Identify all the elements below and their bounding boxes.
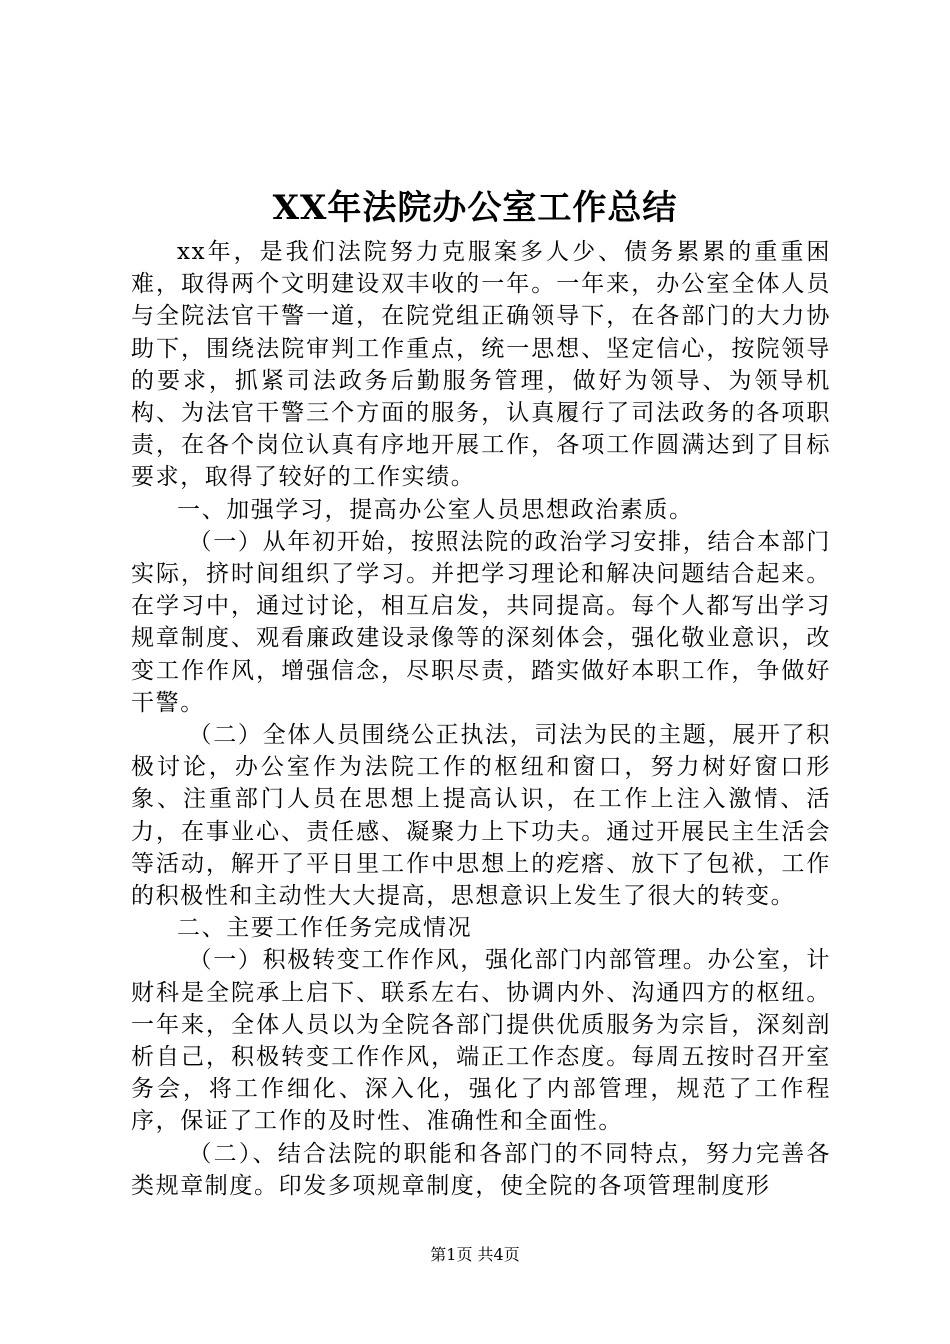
- document-body: [131, 236, 831, 1202]
- paragraph-intro: xx年，是我们法院努力克服案多人少、债务累累的重重困难，取得两个文明建设双丰收的一年。一年来，办公室全体人员与全院法官干警一道，在院党组正确领导下，在各部门的大力协助下，围绕法院审判工作重点，统一思想、坚定信心，按院领导的要求，抓紧司法政务后勤服务管理，做好为领导、为领导机构、为法官干警三个方面的服务，认真履行了司法政务的各项职责，在各个岗位认真有序地开展工作，各项工作圆满达到了目标要求，取得了较好的工作实绩。: [131, 239, 831, 491]
- paragraph-1-2: （二）全体人员围绕公正执法，司法为民的主题，展开了积极讨论，办公室作为法院工作的枢纽和窗口，努力树好窗口形象、注重部门人员在思想上提高认识，在工作上注入激情、活力，在事业心、责任感、凝聚力上下功夫。通过开展民主生活会等活动，解开了平日里工作中思想上的疙瘩、放下了包袱，工作的积极性和主动性大大提高，思想意识上发生了很大的转变。: [131, 722, 831, 910]
- document-title: XX年法院办公室工作总结: [272, 188, 678, 228]
- section-heading-2: 二、主要工作任务完成情况: [177, 915, 473, 942]
- paragraph-2-1: （一）积极转变工作作风，强化部门内部管理。办公室，计财科是全院承上启下、联系左右、协调内外、沟通四方的枢纽。一年来，全体人员以为全院各部门提供优质服务为宗旨，深刻剖析自己，积极转变工作作风，端正工作态度。每周五按时召开室务会，将工作细化、深入化，强化了内部管理，规范了工作程序，保证了工作的及时性、准确性和全面性。: [131, 947, 831, 1135]
- section-heading-1: 一、加强学习，提高办公室人员思想政治素质。: [177, 496, 694, 523]
- paragraph-1-1: （一）从年初开始，按照法院的政治学习安排，结合本部门实际，挤时间组织了学习。并把学习理论和解决问题结合起来。在学习中，通过讨论，相互启发，共同提高。每个人都写出学习规章制度、观看廉政建设录像等的深刻体会，强化敬业意识，改变工作作风，增强信念，尽职尽责，踏实做好本职工作，争做好干警。: [131, 528, 831, 716]
- page-footer: 第1页 共4页: [430, 1245, 520, 1264]
- paragraph-2-2: （二）、结合法院的职能和各部门的不同特点，努力完善各类规章制度。印发多项规章制度，使全院的各项管理制度形: [131, 1140, 831, 1199]
